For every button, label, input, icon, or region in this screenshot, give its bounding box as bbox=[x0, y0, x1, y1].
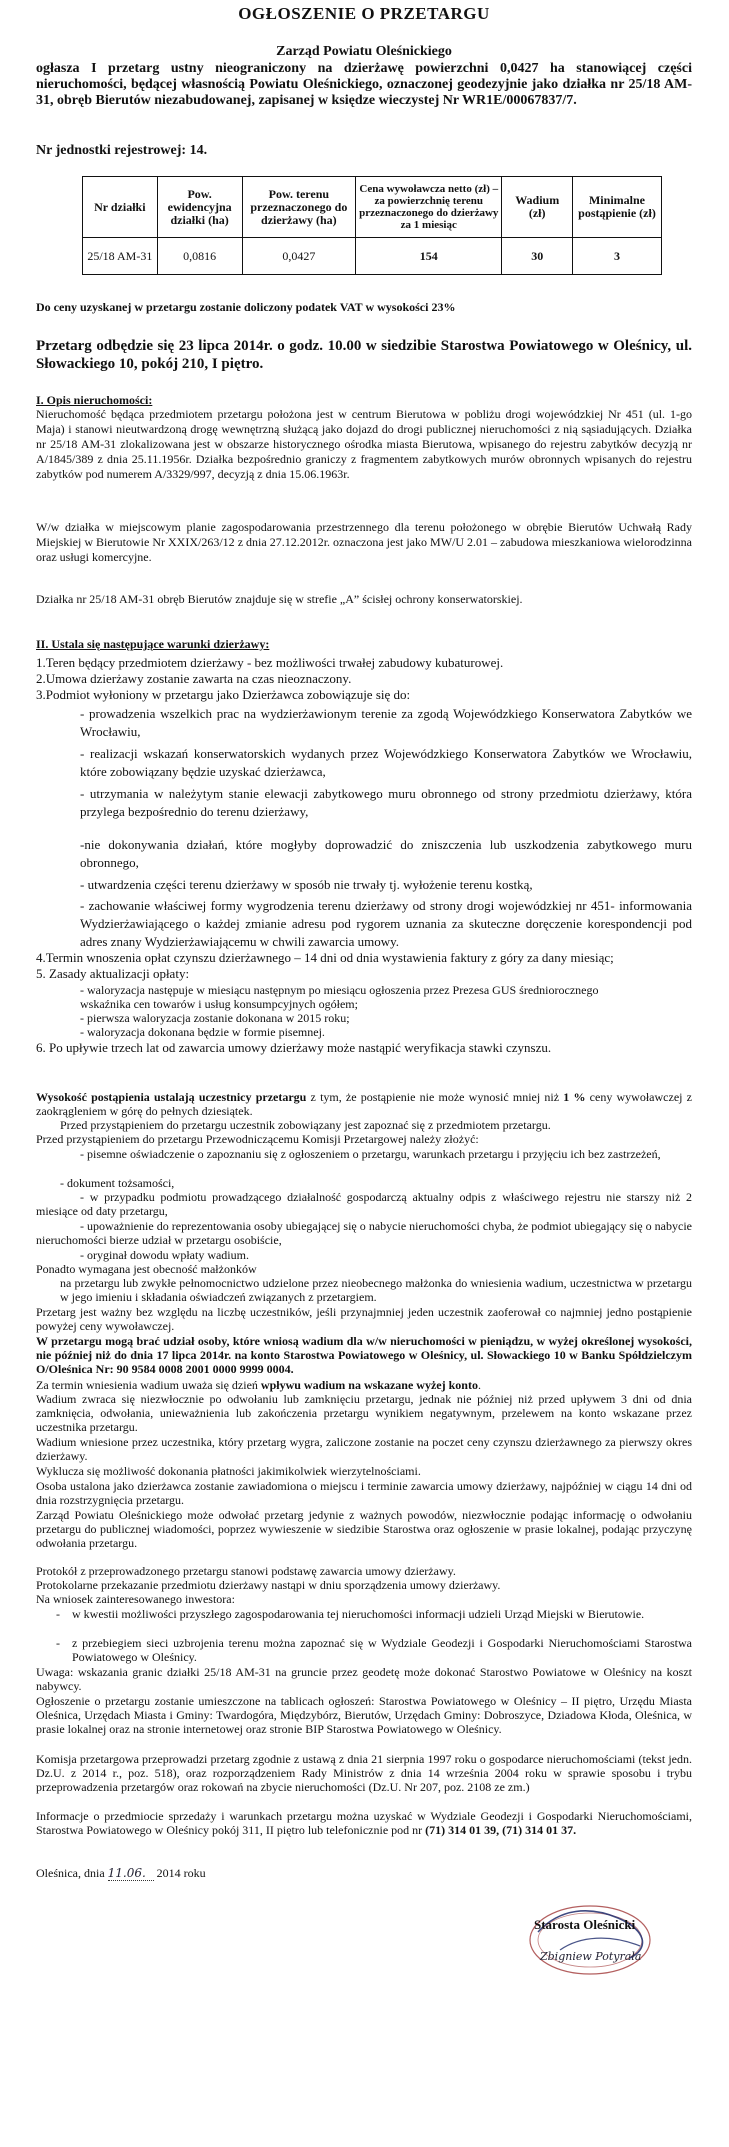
deposit-date-end: . bbox=[477, 1378, 481, 1392]
protocol-paragraph: Na wniosek zainteresowanego inwestora: bbox=[36, 1592, 235, 1606]
condition-item: 5. Zasady aktualizacji opłaty: bbox=[36, 966, 190, 981]
info-paragraph: Zarząd Powiatu Oleśnickiego może odwołać przetarg jedynie z ważnych powodów, niezwłocznie podając informację o odwołaniu przetargu do publicznej wiadomości, poprzez wywieszenie w siedzibie Starostwa oraz ogłoszenie w prasie lokalnej, podając przyczynę odwołania przetargu. bbox=[36, 1508, 692, 1550]
section-2-heading: II. Ustala się następujące warunki dzierżawy: bbox=[36, 637, 270, 651]
table-header-cell: Nr działki bbox=[83, 177, 158, 238]
handwritten-date: 11.06. bbox=[108, 1866, 154, 1881]
investor-info-text: w kwestii możliwości przyszłego zagospodarowania tej nieruchomości informacji udzieli Urząd Miejski w Bierutowie. bbox=[72, 1607, 645, 1621]
document-item: - w przypadku podmiotu prowadzącego działalność gospodarczą aktualny odpis z właściwego rejestru nie starszy niż 2 miesiące od daty przetargu, bbox=[36, 1190, 692, 1218]
investor-info-item bbox=[56, 1636, 692, 1664]
table-header-cell: Cena wywoławcza netto (zł) – za powierzchnię terenu przeznaczonego do dzierżawy za 1 miesiąc bbox=[356, 177, 502, 238]
bid-increment-paragraph bbox=[36, 1090, 692, 1118]
signature-block bbox=[520, 1888, 720, 2018]
info-paragraph: Wadium wniesione przez uczestnika, który przetarg wygra, zaliczone zostanie na poczet ceny czynszu dzierżawnego za pierwszy okres dzierżawy. bbox=[36, 1435, 692, 1463]
table-header-cell: Pow. terenu przeznaczonego do dzierżawy (ha) bbox=[242, 177, 356, 238]
condition-item: 4.Termin wnoszenia opłat czynszu dzierżawnego – 14 dni od dnia wystawienia faktury z góry za dany miesiąc; bbox=[36, 950, 614, 965]
obligation-item: - realizacji wskazań konserwatorskich wydanych przez Wojewódzkiego Konserwatora Zabytków we Wrocławiu, które zobowiązany będzie uzyskać dzierżawca, bbox=[80, 746, 692, 779]
board-name: Zarząd Powiatu Oleśnickiego bbox=[276, 44, 452, 59]
legal-basis-paragraph: Komisja przetargowa przeprowadzi przetarg zgodnie z ustawą z dnia 21 sierpnia 1997 roku o gospodarce nieruchomościami (tekst jedn. Dz.U. z 2014 r., poz. 518), oraz rozporządzeniem Rady Ministrów z dnia 14 września 2004 roku w sprawie sposobu i trybu przeprowadzenia przetargów oraz rokowań na zbycie nieruchomości (Dz.U. Nr 207, poz. 2108 ze zm.) bbox=[36, 1752, 692, 1794]
obligation-item: - prowadzenia wszelkich prac na wydzierżawionym terenie za zgodą Wojewódzkiego Konserwatora Zabytków we Wrocławiu, bbox=[80, 706, 692, 739]
document-item: - oryginał dowodu wpłaty wadium. bbox=[80, 1248, 249, 1262]
table-row bbox=[83, 238, 662, 275]
vat-note: Do ceny uzyskanej w przetargu zostanie doliczony podatek VAT w wysokości 23% bbox=[36, 300, 456, 314]
obligation-item: - utwardzenia części terenu dzierżawy w sposób nie trwały tj. wyłożenie terenu kostką, bbox=[80, 877, 533, 892]
valorization-item: - waloryzacja dokonana będzie w formie pisemnej. bbox=[80, 1025, 325, 1039]
table-cell: 30 bbox=[502, 238, 573, 275]
section-1-heading: I. Opis nieruchomości: bbox=[36, 393, 153, 407]
deposit-date-bold: wpływu wadium na wskazane wyżej konto bbox=[260, 1378, 478, 1392]
publication-paragraph: Ogłoszenie o przetargu zostanie umieszczone na tablicach ogłoszeń: Starostwa Powiatowego w Oleśnicy – II piętro, Urzędu Miasta Oleśnica, Urzędach Miasta i Gminy: Twardogóra, Międzybórz, Bierutów, Urzędach Gminy: Dobroszyce, Dziadowa Kłoda, Oleśnica, w prasie lokalnej oraz na stronie internetowej oraz stronie BIP Starostwa Powiatowego w Oleśnicy. bbox=[36, 1694, 692, 1736]
investor-info-text: z przebiegiem sieci uzbrojenia terenu można zapoznać się w Wydziale Geodezji i Gospodarki Nieruchomościami Starostwa Powiatowego w Oleśnicy. bbox=[72, 1636, 692, 1664]
contact-paragraph bbox=[36, 1809, 692, 1837]
section-1-paragraph: W/w działka w miejscowym planie zagospodarowania przestrzennego dla terenu położonego w obrębie Bierutów Uchwałą Rady Miejskiej w Bierutowie Nr XXIX/263/12 z dnia 27.12.2012r. oznaczona jest jako MW/U 2.01 – zabudowa mieszkaniowa wielorodzinna oraz usługi komercyjne. bbox=[36, 520, 692, 564]
document-item: - upoważnienie do reprezentowania osoby ubiegającej się o nabycie nieruchomości chyba, że podmiot ubiegający się o nabycie nieruchomości bierze udział w przetargu osobiście, bbox=[36, 1219, 692, 1247]
info-paragraph: Przetarg jest ważny bez względu na liczbę uczestników, jeśli przynajmniej jeden uczestnik zaoferował co najmniej jedno postąpienie powyżej ceny wywoławczej. bbox=[36, 1305, 692, 1333]
info-paragraph: Przed przystąpieniem do przetargu Przewodniczącemu Komisji Przetargowej należy złożyć: bbox=[36, 1132, 479, 1146]
info-paragraph: Przed przystąpieniem do przetargu uczestnik zobowiązany jest zapoznać się z przedmiotem przetargu. bbox=[60, 1118, 551, 1132]
document-date bbox=[36, 1866, 336, 1881]
valorization-item: - waloryzacja następuje w miesiącu następnym po miesiącu ogłoszenia przez Prezesa GUS średniorocznego wskaźnika cen towarów i usług konsumpcyjnych ogółem; bbox=[80, 983, 599, 1011]
table-cell: 25/18 AM-31 bbox=[83, 238, 158, 275]
table-header-cell: Minimalne postąpienie (zł) bbox=[572, 177, 661, 238]
protocol-paragraph: Protokolarne przekazanie przedmiotu dzierżawy nastąpi w dniu sporządzenia umowy dzierżawy. bbox=[36, 1578, 501, 1592]
page-title: OGŁOSZENIE O PRZETARGU bbox=[238, 4, 490, 23]
table-header-cell: Pow. ewidencyjna działki (ha) bbox=[157, 177, 242, 238]
contact-phone: (71) 314 01 39, (71) 314 01 37. bbox=[425, 1823, 577, 1837]
section-1-paragraph: Nieruchomość będąca przedmiotem przetargu położona jest w centrum Bierutowa w pobliżu drogi wojewódzkiej Nr 451 (ul. 1-go Maja) i stanowi nieutwardzoną drogę wewnętrzną służącą jako dojazd do drogi publicznej nieruchomości z nią sąsiadujących. Działka nr 25/18 AM-31 zlokalizowana jest w obszarze historycznego ośrodka miasta Bierutowa, wpisanego do rejestru zabytków decyzją nr A/1845/389 z dnia 25.11.1956r. Działka bezpośrednio graniczy z fragmentem zabytkowych murów obronnych wpisanych do rejestru zabytków pod numerem A/3329/997, decyzją z dnia 15.06.1963r. bbox=[36, 407, 692, 481]
condition-item: 3.Podmiot wyłoniony w przetargu jako Dzierżawca zobowiązuje się do: bbox=[36, 687, 411, 702]
table-cell: 3 bbox=[572, 238, 661, 275]
condition-item: 2.Umowa dzierżawy zostanie zawarta na czas nieoznaczony. bbox=[36, 671, 352, 686]
table-cell: 0,0427 bbox=[242, 238, 356, 275]
table-cell: 0,0816 bbox=[157, 238, 242, 275]
deposit-paragraph: W przetargu mogą brać udział osoby, które wniosą wadium dla w/w nieruchomości w pieniądzu, w wyżej określonej wysokości, nie później niż do dnia 17 lipca 2014r. na konto Starostwa Powiatowego w Oleśnicy, ul. Słowackiego 10 w Banku Spółdzielczym O/Oleśnica Nr: 90 9584 0008 2001 0000 9999 0004. bbox=[36, 1334, 692, 1376]
bid-increment-end: ceny wywoławczej z zaokrągleniem w górę do pełnych dziesiątek. bbox=[36, 1090, 693, 1118]
obligation-item: -nie dokonywania działań, które mogłyby doprowadzić do zniszczenia lub uszkodzenia zabytkowego muru obronnego, bbox=[80, 837, 692, 870]
info-paragraph: Ponadto wymagana jest obecność małżonków bbox=[36, 1262, 257, 1276]
section-1-paragraph: Działka nr 25/18 AM-31 obręb Bierutów znajduje się w strefie „A” ścisłej ochrony konserwatorskiej. bbox=[36, 592, 523, 606]
bullet-icon: - bbox=[56, 1636, 60, 1650]
bid-increment-text: z tym, że postąpienie nie może wynosić mniej niż bbox=[306, 1090, 564, 1104]
deposit-date-text: Za termin wniesienia wadium uważa się dzień bbox=[36, 1378, 261, 1392]
document-item: - dokument tożsamości, bbox=[60, 1176, 175, 1190]
deposit-date-paragraph bbox=[36, 1378, 692, 1392]
info-paragraph: na przetargu lub zwykłe pełnomocnictwo udzielone przez nieobecnego małżonka do wniesienia wadium, uczestnictwa w przetargu w jego imieniu i składania oświadczeń związanych z przetargiem. bbox=[60, 1276, 692, 1304]
obligation-item: - utrzymania w należytym stanie elewacji zabytkowego muru obronnego od strony przedmiotu dzierżawy, która przylega bezpośrednio do terenu dzierżawy, bbox=[80, 786, 692, 819]
table-header-cell: Wadium (zł) bbox=[502, 177, 573, 238]
bid-increment-percent: 1 % bbox=[563, 1090, 586, 1104]
document-item: - pisemne oświadczenie o zapoznaniu się z ogłoszeniem o przetargu, warunkach przetargu i przyjęciu ich bez zastrzeżeń, bbox=[80, 1147, 661, 1161]
valorization-item: - pierwsza waloryzacja zostanie dokonana w 2015 roku; bbox=[80, 1011, 350, 1025]
table-cell: 154 bbox=[356, 238, 502, 275]
bid-increment-bold: Wysokość postąpienia ustalają uczestnicy przetargu bbox=[36, 1090, 307, 1104]
lease-table bbox=[82, 176, 662, 275]
bullet-icon: - bbox=[56, 1607, 60, 1621]
signatory-name: Zbigniew Potyrała bbox=[540, 1950, 642, 1963]
obligation-item: - zachowanie właściwej formy wygrodzenia terenu dzierżawy od strony drogi wojewódzkiej nr 451- informowania Wydzierżawiającego o każdej zmianie adresu pod rygorem uznania za skuteczne doręczenie korespondencji pod adres znany Wydzierżawiającemu w chwili zawarcia umowy. bbox=[80, 898, 692, 949]
table-header-row bbox=[83, 177, 662, 238]
condition-item: 6. Po upływie trzech lat od zawarcia umowy dzierżawy może nastąpić weryfikacja stawki czynszu. bbox=[36, 1040, 552, 1055]
auction-date-place: Przetarg odbędzie się 23 lipca 2014r. o godz. 10.00 w siedzibie Starostwa Powiatowego w Oleśnicy, ul. Słowackiego 10, pokój 210, I piętro. bbox=[36, 338, 692, 372]
protocol-paragraph: Protokół z przeprowadzonego przetargu stanowi podstawę zawarcia umowy dzierżawy. bbox=[36, 1564, 456, 1578]
info-paragraph: Wadium zwraca się niezwłocznie po odwołaniu lub zamknięciu przetargu, jednak nie później niż przed upływem 3 dni od dnia zamknięcia, odwołania, unieważnienia lub zakończenia przetargu wynikiem negatywnym, przelewem na konto wskazane przez uczestnika przetargu. bbox=[36, 1392, 692, 1434]
contact-text: Informacje o przedmiocie sprzedaży i warunkach przetargu można uzyskać w Wydziale Geodezji i Gospodarki Nieruchomościami, Starostwa Powiatowego w Oleśnicy pokój 311, II piętro lub telefonicznie pod nr bbox=[36, 1809, 692, 1837]
signatory-title: Starosta Oleśnicki bbox=[534, 1917, 636, 1932]
investor-info-item bbox=[56, 1607, 692, 1621]
condition-item: 1.Teren będący przedmiotem dzierżawy - bez możliwości trwałej zabudowy kubaturowej. bbox=[36, 655, 504, 670]
date-prefix: Oleśnica, dnia bbox=[36, 1866, 108, 1880]
registry-number: Nr jednostki rejestrowej: 14. bbox=[36, 143, 208, 158]
note-paragraph: Uwaga: wskazania granic działki 25/18 AM-31 na gruncie przez geodetę może dokonać Starostwo Powiatowe w Oleśnicy na koszt nabywcy. bbox=[36, 1665, 692, 1693]
info-paragraph: Wyklucza się możliwość dokonania płatności jakimikolwiek wierzytelnościami. bbox=[36, 1464, 421, 1478]
intro-paragraph: ogłasza I przetarg ustny nieograniczony na dzierżawę powierzchni 0,0427 ha stanowiącej części nieruchomości, będącej własnością Powiatu Oleśnickiego, oznaczonej geodezyjnie jako działka nr 25/18 AM-31, obręb Bierutów niezabudowanej, zapisanej w księdze wieczystej Nr WR1E/00067837/7. bbox=[36, 61, 692, 108]
date-suffix: 2014 roku bbox=[153, 1866, 206, 1880]
info-paragraph: Osoba ustalona jako dzierżawca zostanie zawiadomiona o miejscu i terminie zawarcia umowy dzierżawy, najpóźniej w ciągu 14 dni od dnia rozstrzygnięcia przetargu. bbox=[36, 1479, 692, 1507]
